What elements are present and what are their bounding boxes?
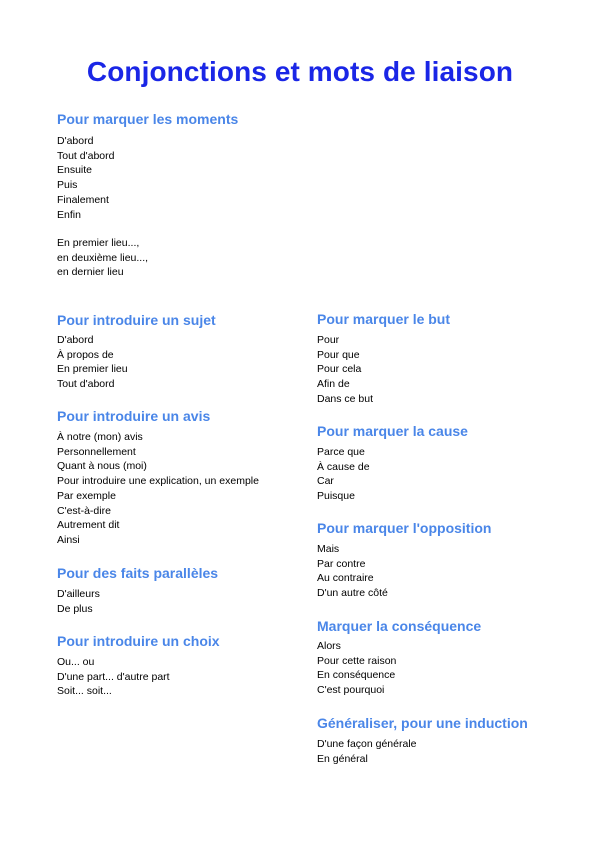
- list-but: [317, 333, 373, 407]
- list-item: Parce que: [317, 446, 365, 458]
- list-item: Car: [317, 475, 334, 488]
- heading-paralleles: Pour des faits parallèles: [57, 565, 219, 581]
- list-item: Pour introduire une explication, un exemple: [57, 475, 259, 488]
- list-item: C'est pourquoi: [317, 684, 385, 697]
- list-consequence: [317, 639, 396, 698]
- list-item: en deuxième lieu...,: [57, 251, 149, 264]
- list-choix: [57, 655, 170, 699]
- list-cause: [317, 445, 370, 504]
- list-item: D'une part... d'autre part: [57, 670, 170, 683]
- list-item: Tout d'abord: [57, 149, 115, 162]
- list-item: Mais: [317, 543, 340, 555]
- list-item: Par exemple: [57, 489, 116, 502]
- list-item: En général: [317, 752, 368, 765]
- list-item: Ainsi: [57, 533, 80, 546]
- list-item: En premier lieu...,: [57, 237, 140, 249]
- list-item: Puis: [57, 179, 78, 192]
- heading-but: Pour marquer le but: [317, 311, 451, 327]
- heading-moments: Pour marquer les moments: [57, 111, 239, 127]
- heading-cause: Pour marquer la cause: [317, 423, 468, 439]
- list-item: Tout d'abord: [57, 378, 115, 391]
- list-moments-sequence: [57, 236, 148, 280]
- list-avis: [57, 430, 259, 548]
- list-paralleles: [57, 587, 100, 616]
- list-item: Enfin: [57, 208, 81, 221]
- list-item: À propos de: [57, 348, 114, 361]
- list-item: Pour: [317, 334, 340, 346]
- list-item: en dernier lieu: [57, 266, 124, 279]
- list-item: Puisque: [317, 490, 355, 503]
- heading-consequence: Marquer la conséquence: [317, 618, 482, 634]
- heading-induction: Généraliser, pour une induction: [317, 715, 528, 731]
- list-item: D'un autre côté: [317, 587, 388, 600]
- heading-opposition: Pour marquer l'opposition: [317, 520, 492, 536]
- list-item: D'ailleurs: [57, 588, 100, 600]
- list-item: Finalement: [57, 193, 109, 206]
- list-item: D'abord: [57, 135, 94, 147]
- list-item: C'est-à-dire: [57, 504, 111, 517]
- list-sujet: [57, 333, 128, 392]
- list-induction: [317, 737, 417, 766]
- list-item: Personnellement: [57, 445, 136, 458]
- list-item: En conséquence: [317, 669, 396, 682]
- heading-avis: Pour introduire un avis: [57, 408, 211, 424]
- heading-sujet: Pour introduire un sujet: [57, 312, 216, 328]
- list-item: Pour que: [317, 348, 360, 361]
- list-item: Dans ce but: [317, 392, 374, 405]
- list-item: En premier lieu: [57, 363, 128, 376]
- list-item: Afin de: [317, 378, 350, 391]
- list-item: À cause de: [317, 460, 370, 473]
- list-item: Autrement dit: [57, 519, 120, 532]
- list-item: D'abord: [57, 334, 94, 346]
- page-title: Conjonctions et mots de liaison: [86, 56, 514, 87]
- list-item: À notre (mon) avis: [57, 431, 143, 443]
- list-item: De plus: [57, 602, 93, 615]
- list-item: Au contraire: [317, 572, 374, 585]
- list-item: Ensuite: [57, 164, 93, 177]
- list-moments: [57, 134, 114, 222]
- list-item: Quant à nous (moi): [57, 460, 147, 473]
- list-opposition: [317, 542, 388, 601]
- list-item: Ou... ou: [57, 656, 95, 668]
- heading-choix: Pour introduire un choix: [57, 633, 220, 649]
- list-item: D'une façon générale: [317, 738, 417, 750]
- list-item: Pour cela: [317, 363, 362, 376]
- list-item: Par contre: [317, 557, 366, 570]
- list-item: Soit... soit...: [57, 685, 112, 698]
- list-item: Alors: [317, 640, 341, 652]
- list-item: Pour cette raison: [317, 654, 397, 667]
